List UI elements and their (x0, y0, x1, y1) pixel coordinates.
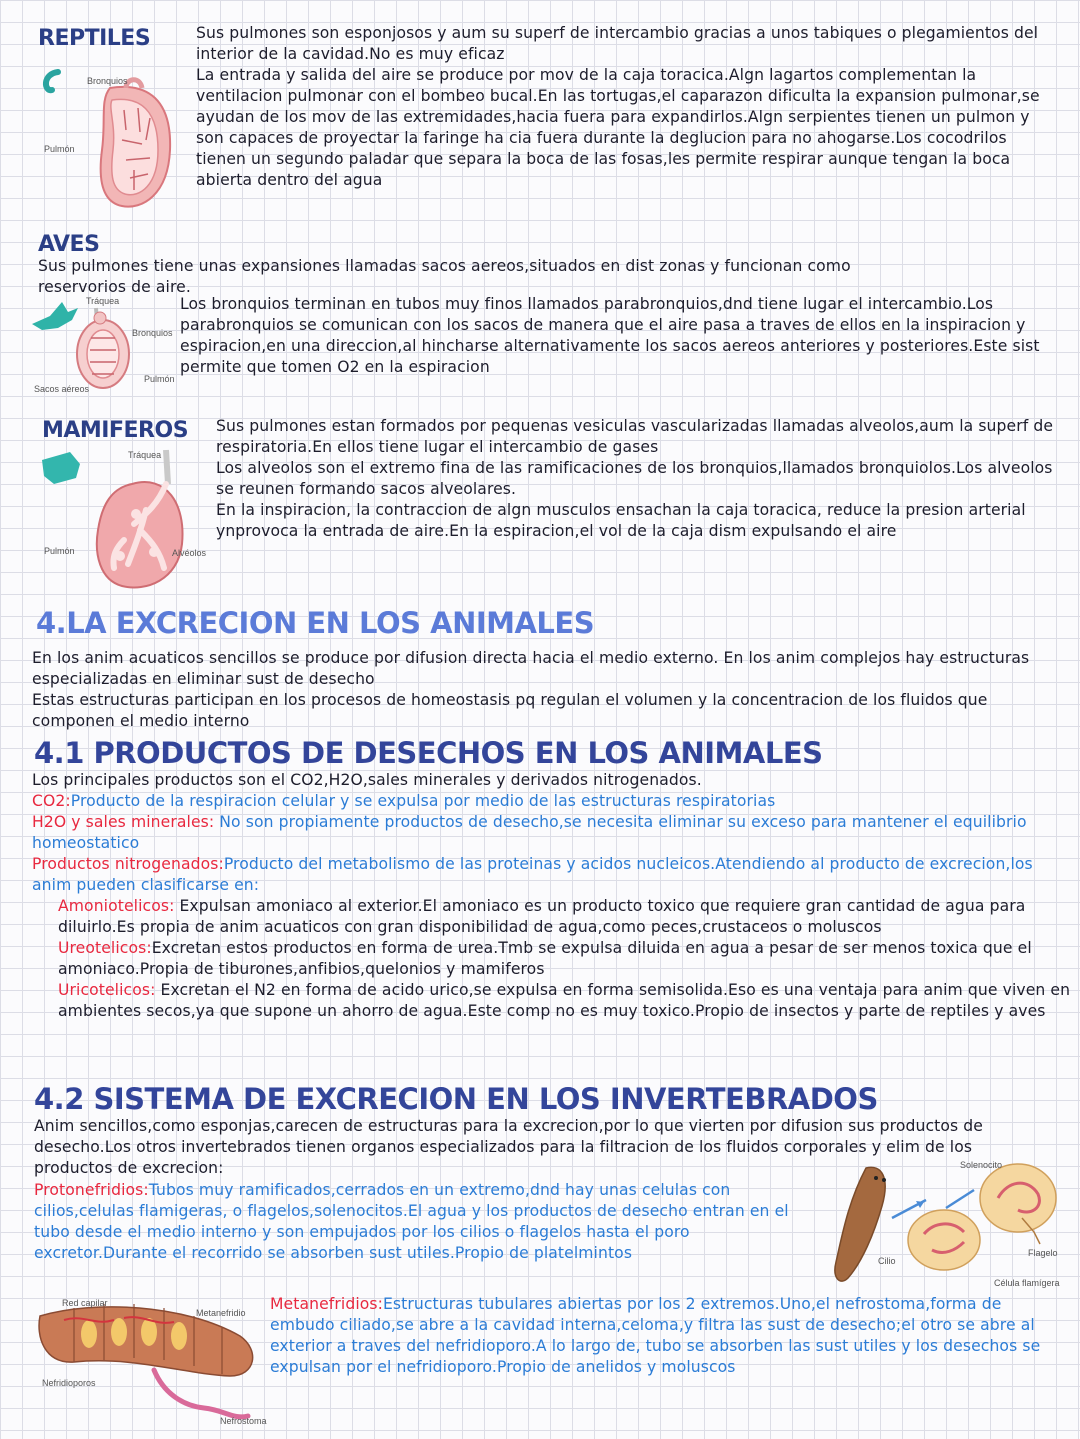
label-solenocito: Solenocito (960, 1160, 1003, 1170)
excrecion-paragraph-2: Estas estructuras participan en los procesos de homeostasis pq regulan el volumen y la concentracion de los fluidos que componen el medio interno (32, 691, 988, 730)
co2-term: CO2: (32, 792, 71, 810)
annelid-figure (34, 1296, 266, 1430)
label-bronquios: Bronquios (87, 76, 128, 86)
proto-text: Tubos muy ramificados,cerrados en un extremo,dnd hay unas celulas con cilios,celulas flamigeras, o flagelos,solenocitos.El agua y los productos de desecho entran en el tubo desde el medio interno y son empujados por los cilios o flagelos hasta el poro excretor.Durante el recorrido se absorben sust utiles.Propio de platelmintos (34, 1181, 789, 1262)
label-pulmon: Pulmón (44, 144, 75, 154)
nitro-term: Productos nitrogenados: (32, 855, 224, 873)
protonefridios-item (34, 1180, 824, 1264)
excrecion-paragraph-1: En los anim acuaticos sencillos se produce por difusion directa hacia el medio externo. En los anim complejos hay estructuras especializadas en eliminar sust de desecho (32, 649, 1030, 688)
mamiferos-paragraph-1: Sus pulmones estan formados por pequenas vesiculas vascularizadas llamadas alveolos,aum la superf de respiratoria.En ellos tiene lugar el intercambio de gases (216, 417, 1054, 456)
urico-term: Uricotelicos: (58, 981, 156, 999)
excrecion-text (32, 648, 1062, 732)
nitro-subtypes (32, 896, 1072, 1022)
label-nefrostoma: Nefrostoma (220, 1416, 267, 1426)
excrecion-heading: 4.LA EXCRECION EN LOS ANIMALES (36, 606, 595, 640)
planaria-figure (826, 1158, 1060, 1290)
label-bronquios-aves: Bronquios (132, 328, 173, 338)
invertebrados-intro: Anim sencillos,como esponjas,carecen de estructuras para la excrecion,por lo que vierten por difusion sus productos de desecho.Los otros invertebrados tienen organos especializados para la filtracion de los fluidos corporales y elim de los productos de excrecion: (34, 1117, 983, 1177)
productos-text (32, 770, 1072, 1022)
mamiferos-paragraph-2: Los alveolos son el extremo fina de las ramificaciones de los bronquios,llamados bronquiolos.Los alveolos se reunen formando sacos alveolares. (216, 459, 1053, 498)
mammal-lung-illustration (36, 444, 216, 594)
h2o-text: No son propiamente productos de desecho,se necesita eliminar su exceso para mantener el equilibrio homeostatico (32, 813, 1027, 852)
reptiles-heading: REPTILES (38, 26, 151, 51)
reptile-lung-figure (30, 60, 190, 220)
mamiferos-heading: MAMIFEROS (42, 418, 189, 443)
label-cilio: Cilio (878, 1256, 896, 1266)
h2o-term: H2O y sales minerales: (32, 813, 215, 831)
ureo-item (58, 938, 1072, 980)
co2-item (32, 791, 1072, 812)
label-nefridioporos: Nefridioporos (42, 1378, 96, 1388)
nitro-text: Producto del metabolismo de las proteinas y acidos nucleicos.Atendiendo al producto de excrecion,los anim pueden clasificarse en: (32, 855, 1033, 894)
aves-paragraph-1: Sus pulmones tiene unas expansiones llamadas sacos aereos,situados en dist zonas y funcionan como reservorios de aire. (38, 257, 851, 296)
label-traquea-mam: Tráquea (128, 450, 162, 460)
urico-text: Excretan el N2 en forma de acido urico,se expulsa en forma semisolida.Eso es una ventaja para anim que viven en ambientes secos,ya que supone un ahorro de agua.Este comp no es muy toxico.Propio de insectos y parte de reptiles y aves (58, 981, 1071, 1020)
mammal-lung-figure (36, 444, 216, 594)
label-metanefridio: Metanefridio (196, 1308, 246, 1318)
mamiferos-text (216, 416, 1061, 542)
proto-term: Protonefridios: (34, 1181, 149, 1199)
label-celula-flamigera: Célula flamígera (994, 1278, 1060, 1288)
aves-heading: AVES (38, 232, 100, 257)
label-traquea: Tráquea (86, 296, 120, 306)
ureo-term: Ureotelicos: (58, 939, 152, 957)
amonio-term: Amoniotelicos: (58, 897, 175, 915)
co2-text: Producto de la respiracion celular y se expulsa por medio de las estructuras respiratorias (70, 792, 776, 810)
bird-lung-figure (28, 294, 178, 404)
amonio-item (58, 896, 1072, 938)
reptiles-text (196, 23, 1056, 191)
urico-item (58, 980, 1072, 1022)
invertebrados-heading: 4.2 SISTEMA DE EXCRECION EN LOS INVERTEBRADOS (34, 1082, 878, 1116)
label-red-capilar: Red capilar (62, 1298, 108, 1308)
reptiles-paragraph-2: La entrada y salida del aire se produce por mov de la caja toracica.Algn lagartos complementan la ventilacion pulmonar con el bombeo bucal.En las tortugas,el caparazon dificulta la expansion pulmonar,se ayudan de los mov de las extremidades,hacia fuera para expandirlos.Algn serpientes tienen un pulmon y son capaces de proyectar la faringe ha cia fuera durante la deglucion para no ahogarse.Los cocodrilos tienen un segundo paladar que separa la boca de las fosas,les permite respirar aunque tengan la boca abierta dentro del agua (196, 66, 1040, 189)
productos-heading: 4.1 PRODUCTOS DE DESECHOS EN LOS ANIMALES (34, 736, 823, 770)
label-pulmon-aves: Pulmón (144, 374, 175, 384)
meta-term: Metanefridios: (270, 1295, 383, 1313)
h2o-item (32, 812, 1072, 854)
aves-paragraph-2: Los bronquios terminan en tubos muy finos llamados parabronquios,dnd tiene lugar el intercambio.Los parabronquios se comunican con los sacos de manera que el aire pasa a traves de ellos en la inspiracion y espiracion,en una direccion,al hincharse alternativamente los sacos aereos anteriores y posteriores.Este sist permite que tomen O2 en la espiracion (180, 295, 1040, 376)
label-sacos: Sacos aéreos (34, 384, 90, 394)
reptiles-paragraph-1: Sus pulmones son esponjosos y aum su superf de intercambio gracias a unos tabiques o plegamientos del interior de la cavidad.No es muy eficaz (196, 24, 1039, 63)
label-flagelo: Flagelo (1028, 1248, 1058, 1258)
metanefridios-item (270, 1294, 1050, 1378)
mamiferos-paragraph-3: En la inspiracion, la contraccion de algn musculos ensachan la caja toracica, reduce la presion arterial ynprovoca la entrada de aire.En la espiracion,el vol de la caja dism expulsando el aire (216, 501, 1026, 540)
meta-text: Estructuras tubulares abiertas por los 2 extremos.Uno,el nefrostoma,forma de embudo ciliado,se abre a la cavidad interna,celoma,y filtra las sust de desecho;el otro se abre al exterior a traves del nefridioporo.A lo largo de, tubo se absorben las sust utiles y los desechos se expulsan por el nefridioporo.Propio de anelidos y moluscos (270, 1295, 1041, 1376)
label-alveolos: Alvéolos (172, 548, 207, 558)
nitro-item (32, 854, 1072, 896)
amonio-text: Expulsan amoniaco al exterior.El amoniaco es un producto toxico que requiere gran cantidad de agua para diluirlo.Es propia de anim acuaticos con gran disponibilidad de agua,como peces,crustaceos o moluscos (58, 897, 1026, 936)
protonephridia-illustration (826, 1158, 1060, 1290)
label-pulmon-mam: Pulmón (44, 546, 75, 556)
productos-intro: Los principales productos son el CO2,H2O,sales minerales y derivados nitrogenados. (32, 771, 702, 789)
ureo-text: Excretan estos productos en forma de urea.Tmb se expulsa diluida en agua a pesar de ser menos toxica que el amoniaco.Propia de tiburones,anfibios,quelonios y mamiferos (58, 939, 1032, 978)
